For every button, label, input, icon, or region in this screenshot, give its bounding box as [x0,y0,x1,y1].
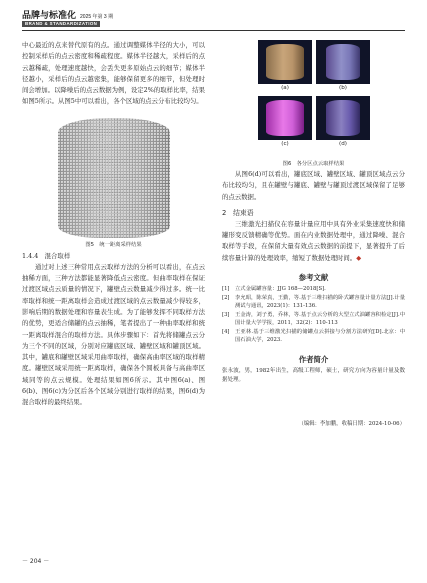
page-number: － 204 － [22,558,50,565]
subfigure-label-d: (d) [339,141,347,147]
references-title: 参考文献 [298,273,329,283]
body-paragraph: 从图6(d)可以看出，罐底区域、罐壁区域、罐顶区域点云分布比较均匀，且在罐壁与罐底、罐壁与罐顶过渡区域保留了足够的点云数据。 [222,170,405,201]
journal-english-band: BRAND & STANDARDIZATION [22,21,100,27]
right-column [222,40,405,427]
end-mark-icon: ◆ [356,253,362,262]
body-paragraph [222,219,405,264]
editor-note: （编辑：李加鹏，收稿日期：2024-10-06） [298,420,405,427]
journal-title [22,8,113,21]
author-bio-title: 作者简介 [298,354,329,364]
body-paragraph: 中心最近的点来替代原有的点。通过调整媒体半径的大小，可以控制采样后的点云密度和稀疏程度。媒体半径越大，采样后的点云越稀疏，处理速度越快，会丢失更多原始点云的细节；媒体半径越小，采样后的点云越密集，能够保留更多的细节，但处理时间会增加。以降噪后的点云数据为例，设定2%的取样比率，结果如图5所示。从图5中可以看出，各个区域的点云分布比较均匀。 [22,41,205,106]
figure-6-caption: 图6 各分区点云取样结果 [282,161,345,167]
subfigure-label-c: (c) [281,141,289,147]
figure-6c-image [258,96,312,140]
figure-6 [258,40,370,158]
reference-item: [2] 李允昭，陈荣真，王勤，等.基于三维扫描的卧式罐容量计量方法[J].计量测试与通讯，2023(1)：131-136. [222,294,405,310]
journal-name: 品牌与标准化 [22,11,77,21]
page-header [22,8,405,36]
figure-6a-image [258,40,312,84]
conclusion-text: 三维激光扫描仪在容量计量应用中具有外业采集速度快和储罐形变反馈精确等优势。面在内业数据处理中，通过降噪、混合取样等手段，在保留大量有效点云数据的前提下，显著提升了后续容量计算的处理效率，缩短了数据处理时间。 [222,219,405,262]
figure-6b-image [316,40,370,84]
header-rule [22,30,405,31]
figure-5-caption: 图5 统一距离采样结果 [85,241,142,248]
subfigure-label-a: (a) [281,85,289,91]
references-list [222,285,405,345]
point-cloud-tank-image [58,118,170,238]
left-column [22,40,205,409]
subfigure-label-b: (b) [339,85,347,91]
author-bio: 张永波，男，1982年出生，高级工程师，硕士，研究方向为容量计量及数据处理。 [222,367,405,383]
reference-item: [3] 王金涛，刘子勇，乔林，等.基于点云分析的大型立式油罐容积检定[J].中国计量大学学报，2011，32(2)：110-113 [222,311,405,327]
issue-number: 2025 年第 3 期 [80,14,114,20]
body-paragraph: 通过对上述三种常用点云取样方法的分析可以看出，在点云抽稀方面，三种方法都能显著降低点云密度。但曲率取样在保证过渡区域点云质量的情况下，罐壁点云数量减少得过多。统一比率取样和统一距离取样会造成过渡区域的点云数量减少得较多，影响后期的数据处理和容量表生成。为了能够发挥不同取样方法的优势，更适合储罐的点云抽稀，笔者提出了一种曲率取样和统一距离取样混合的取样方法。具体步骤如下：首先将储罐点云分为三个不同的区域，分别对应罐底区域、罐壁区域和罐顶区域。其中，罐底和罐壁区域采用曲率取样，确保高曲率区域的取样精度。罐壁区域采用统一距离取样，确保各个圆板具备与高曲率区域同等的点云规模。处理结果如图6所示。其中图6(a)、图6(b)、图6(c)为分区后各个区域分别进行取样的结果，图6(d)为混合取样的最终结果。 [22,262,205,407]
figure-6d-image [316,96,370,140]
reference-item: [4] 王亚林.基于三维激光扫描的储罐点云拼接与分割方法研究[D].北京：中国石油大学，2023. [222,328,405,344]
figure-5 [58,118,170,238]
section-heading-conclusion: 2 结束语 [222,208,254,217]
section-heading-1-4-4: 1.4.4 混合取样 [22,251,71,260]
reference-item: [1] 立式金属罐容量：JJG 168—2018[S]. [222,286,326,293]
